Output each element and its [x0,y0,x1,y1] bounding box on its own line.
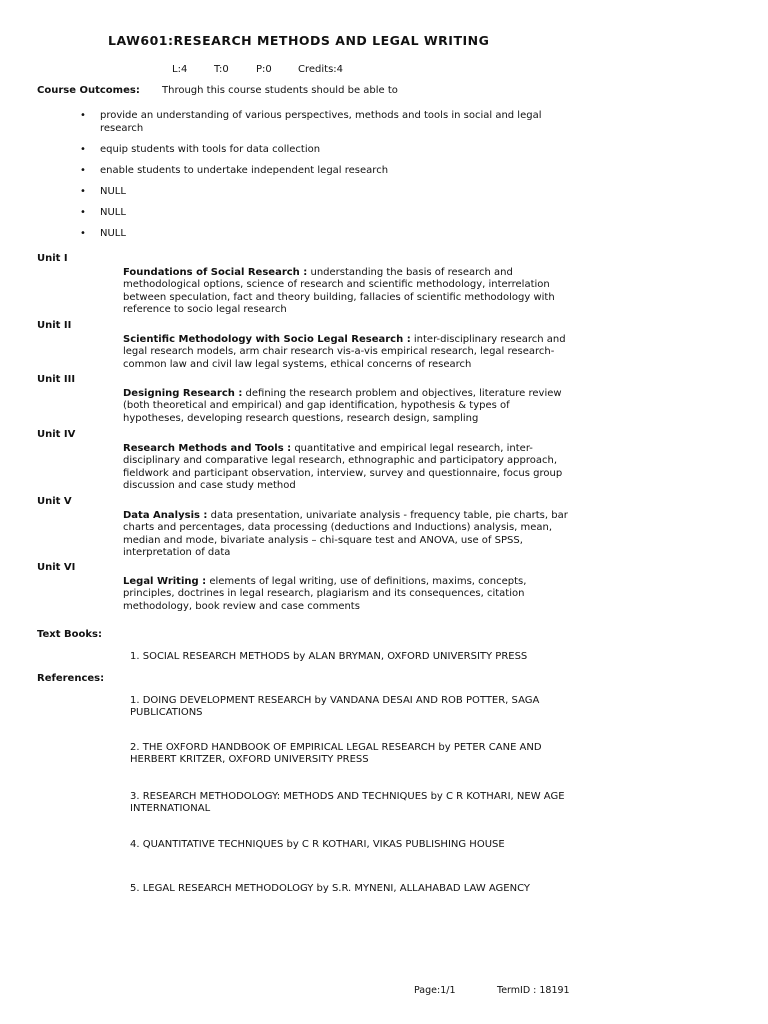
unit-label: Unit II [37,320,72,331]
unit-heading: Research Methods and Tools : [123,443,292,454]
outcome-item: • NULL [80,185,560,198]
page-number: Page:1/1 [414,985,456,996]
outcome-item: • NULL [80,206,560,219]
practical-hours: P:0 [256,64,272,75]
outcome-item: • equip students with tools for data collection [80,143,560,156]
text-book-item: 1. SOCIAL RESEARCH METHODS by ALAN BRYMAN, OXFORD UNIVERSITY PRESS [130,651,528,662]
reference-item: 4. QUANTITATIVE TECHNIQUES by C R KOTHARI, VIKAS PUBLISHING HOUSE [130,839,505,850]
unit-label: Unit V [37,496,72,507]
reference-item: 2. THE OXFORD HANDBOOK OF EMPIRICAL LEGAL RESEARCH by PETER CANE AND HERBERT KRITZER, OXFORD UNIVERSITY PRESS [130,742,542,766]
course-outcomes-list [80,109,560,248]
unit-text: inter-disciplinary research and legal research models, arm chair research vis-a-vis empirical research, legal research-common law and civil law legal systems, ethical concerns of research [123,334,566,370]
unit-description [123,510,573,559]
unit-text: elements of legal writing, use of definitions, maxims, concepts, principles, doctrines in legal research, plagiarism and its consequences, citation methodology, book review and case comments [123,576,527,612]
course-outcomes-intro: Through this course students should be able to [162,85,398,96]
unit-description [123,388,573,425]
term-id: TermID : 18191 [497,985,570,996]
unit-text: understanding the basis of research and methodological options, science of research and scientific methodology, interrelation between speculation, fact and theory building, fallacies of scientific methodology with reference to socio legal research [123,267,555,315]
credits: Credits:4 [298,64,344,75]
unit-label: Unit IV [37,429,76,440]
unit-heading: Legal Writing : [123,576,207,587]
unit-description [123,267,573,316]
unit-label: Unit I [37,253,68,264]
reference-item: 5. LEGAL RESEARCH METHODOLOGY by S.R. MYNENI, ALLAHABAD LAW AGENCY [130,883,531,894]
references-label: References: [37,673,105,684]
unit-heading: Data Analysis : [123,510,208,521]
text-books-label: Text Books: [37,629,102,640]
unit-text: data presentation, univariate analysis - frequency table, pie charts, bar charts and percentages, data processing (deductions and Inductions) analysis, mean, median and mode, bivariate analysis – chi-square test and ANOVA, use of SPSS, interpretation of data [123,510,568,558]
outcome-item: • enable students to undertake independent legal research [80,164,560,177]
course-outcomes-label: Course Outcomes: [37,85,140,96]
unit-heading: Designing Research : [123,388,243,399]
course-title: LAW601:RESEARCH METHODS AND LEGAL WRITING [108,33,490,48]
lecture-hours: L:4 [172,64,188,75]
unit-label: Unit VI [37,562,76,573]
unit-description [123,576,573,613]
unit-description [123,443,573,492]
unit-description [123,334,573,371]
outcome-item: • provide an understanding of various perspectives, methods and tools in social and legal research [80,109,560,135]
tutorial-hours: T:0 [214,64,229,75]
outcome-item: • NULL [80,227,560,240]
unit-heading: Foundations of Social Research : [123,267,308,278]
unit-label: Unit III [37,374,76,385]
unit-heading: Scientific Methodology with Socio Legal Research : [123,334,411,345]
reference-item: 3. RESEARCH METHODOLOGY: METHODS AND TECHNIQUES by C R KOTHARI, NEW AGE INTERNATIONAL [130,791,565,815]
unit-text: quantitative and empirical legal research, inter-disciplinary and comparative legal research, ethnographic and participatory approach, fieldwork and participant observation, interview, survey and questionnaire, focus group discussion and case study method [123,443,563,491]
credit-structure [172,64,343,75]
reference-item: 1. DOING DEVELOPMENT RESEARCH by VANDANA DESAI AND ROB POTTER, SAGA PUBLICATIONS [130,695,540,719]
unit-text: defining the research problem and objectives, literature review (both theoretical and empirical) and gap identification, hypothesis & types of hypotheses, developing research questions, research design, sampling [123,388,562,424]
